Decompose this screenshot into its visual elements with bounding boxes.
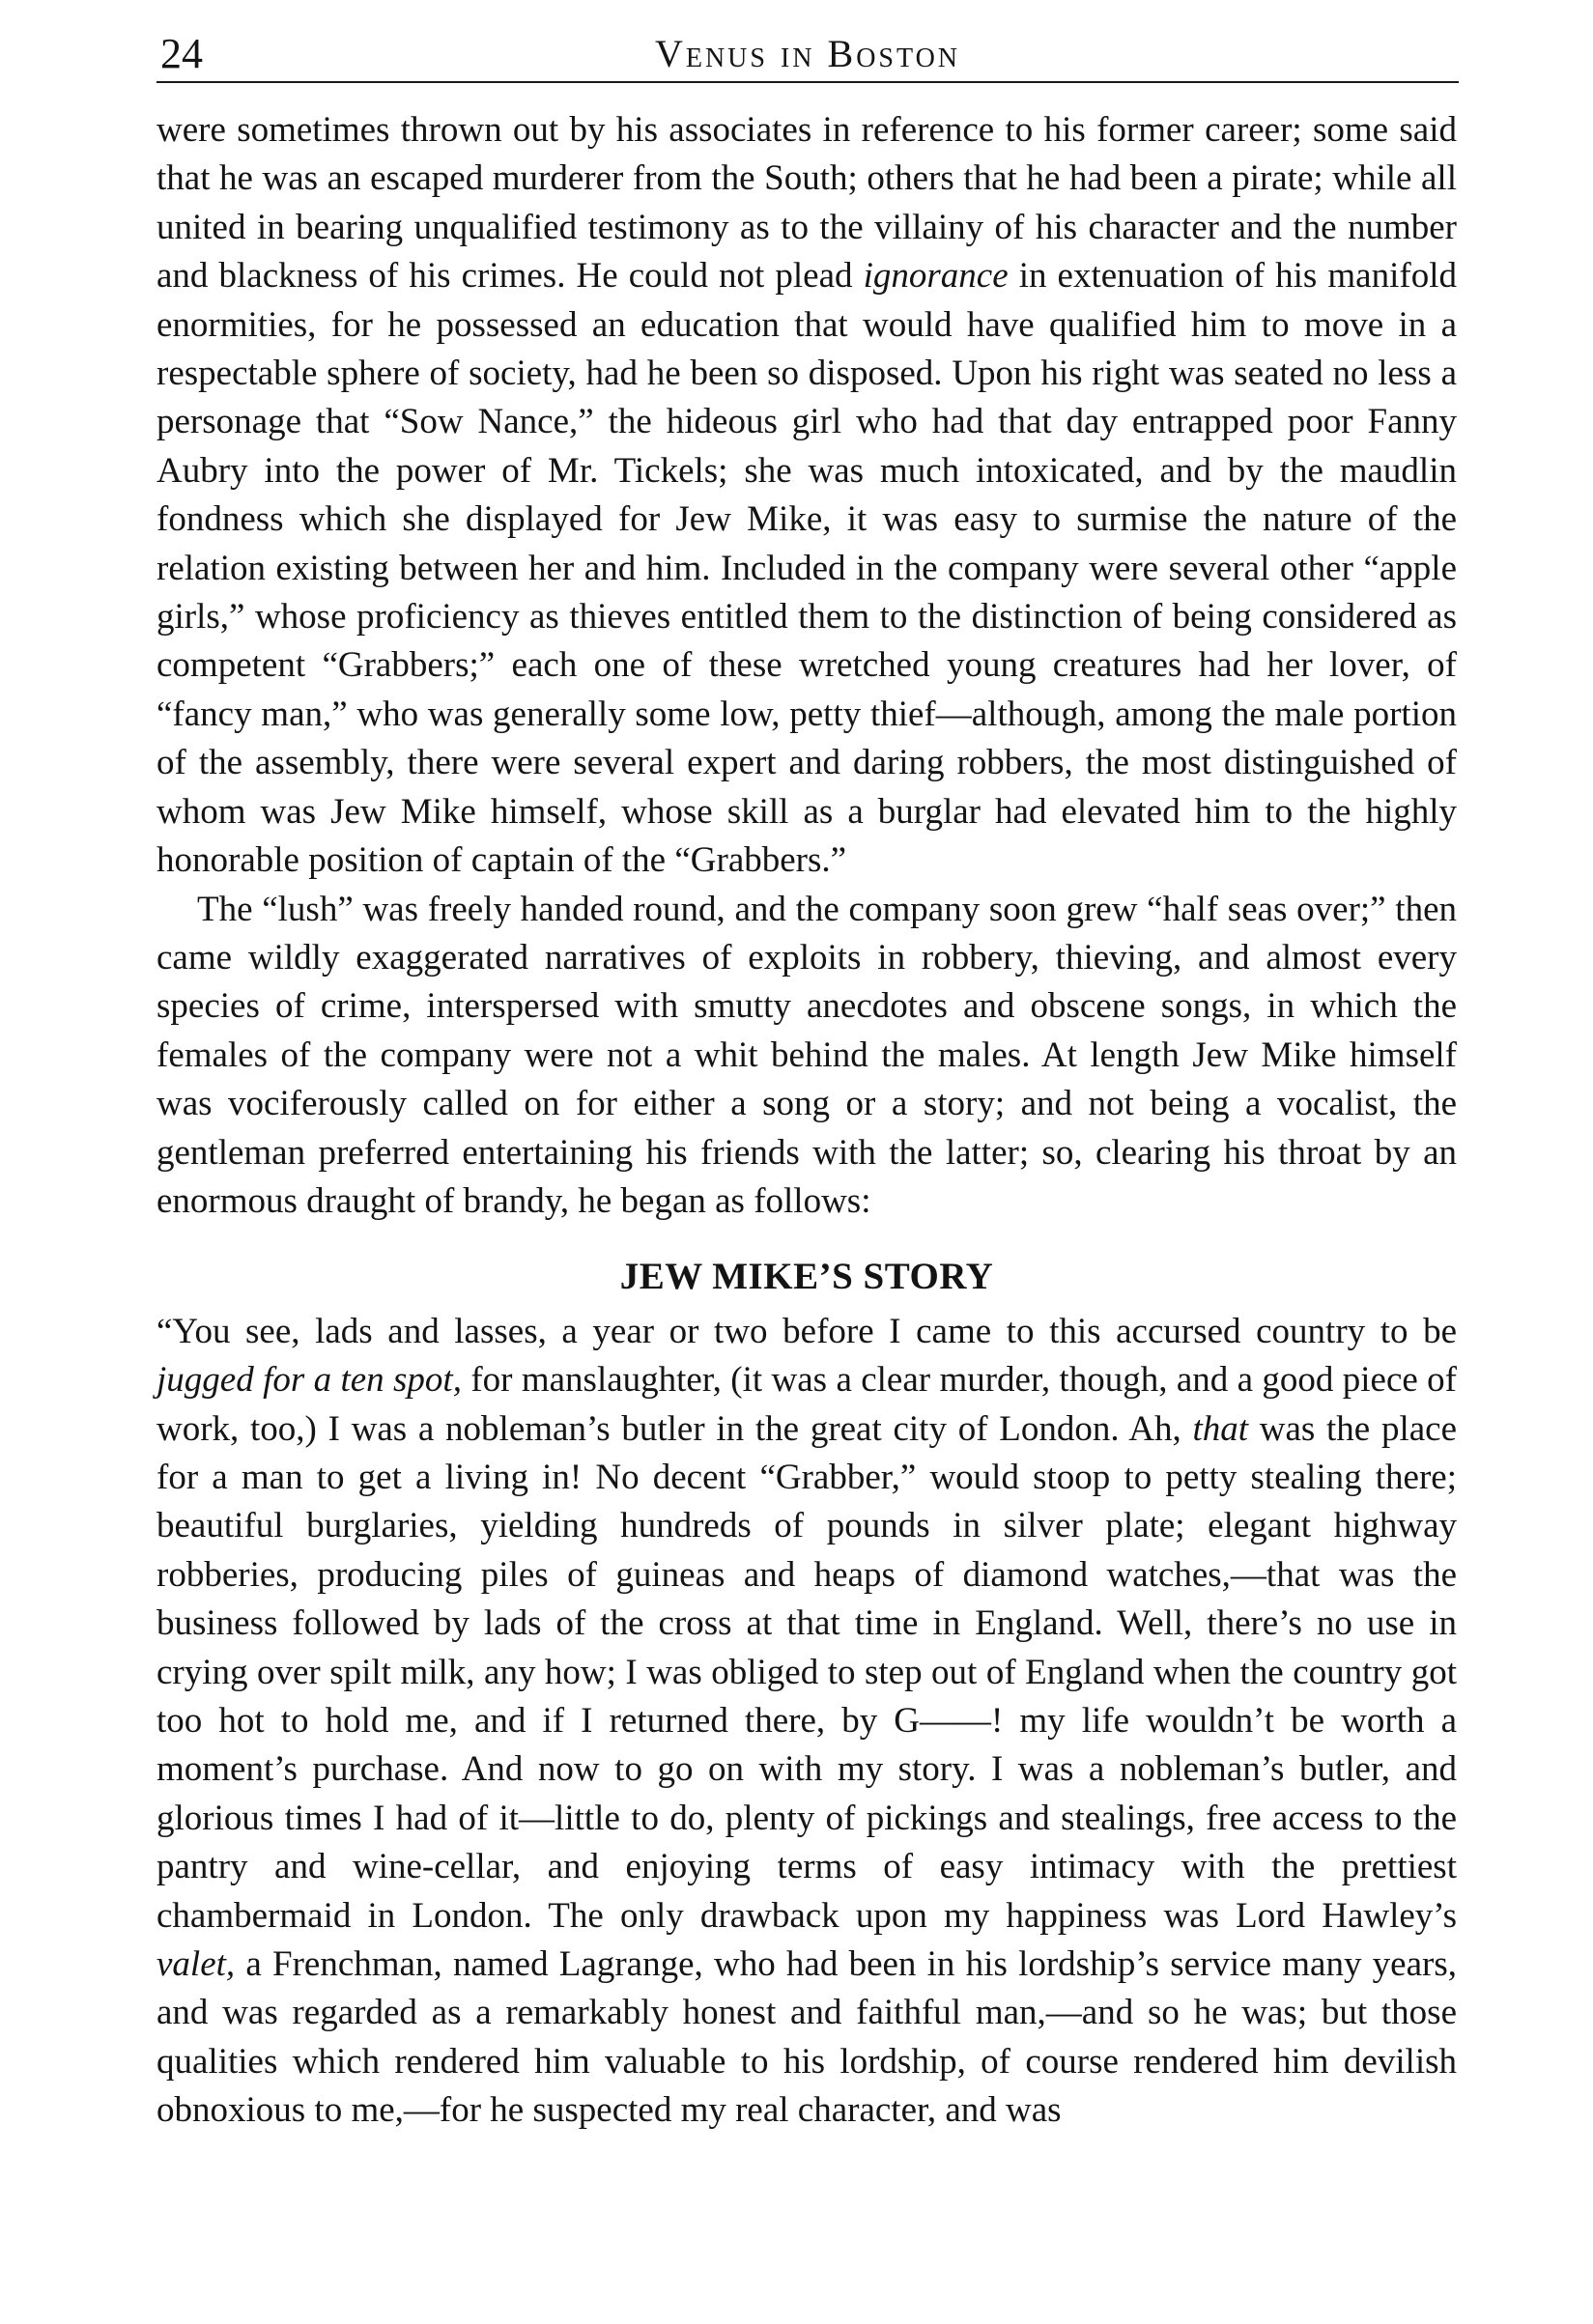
- paragraph-3: “You see, lads and lasses, a year or two before I came to this accursed country to be jugged for a ten spot, for manslaughter, (it was a clear murder, though, and a good piece of work, too,) I was a nobleman’s butler in the great city of London. Ah, that was the place for a man to get a living in! No decent “Grabber,” would stoop to petty stealing there; beautiful burglaries, yielding hundreds of pounds in silver plate; elegant highway robberies, producing piles of guineas and heaps of diamond watches,—that was the business followed by lads of the cross at that time in England. Well, there’s no use in crying over spilt milk, any how; I was obliged to step out of England when the country got too hot to hold me, and if I returned there, by G——! my life wouldn’t be worth a moment’s purchase. And now to go on with my story. I was a nobleman’s butler, and glorious times I had of it—little to do, plenty of pickings and stealings, free access to the pantry and wine-cellar, and enjoying terms of easy intimacy with the prettiest chambermaid in London. The only drawback upon my happiness was Lord Hawley’s valet, a Frenchman, named Lagrange, who had been in his lordship’s service many years, and was regarded as a remarkably honest and faithful man,—and so he was; but those qualities which rendered him valuable to his lordship, of course rendered him devilish obnoxious to me,—for he suspected my real character, and was: [156, 1311, 1457, 2131]
- body-text: [156, 106, 1457, 2136]
- running-header: [156, 27, 1459, 83]
- italic-emphasis: that: [1192, 1408, 1249, 1449]
- page-number: 24: [160, 30, 203, 77]
- italic-emphasis: jugged for a ten spot,: [156, 1360, 462, 1401]
- running-title: Venus in Boston: [654, 32, 961, 75]
- paragraph-1: were sometimes thrown out by his associates in reference to his former career; some said that he was an escaped murderer from the South; others that he had been a pirate; while all united in bearing unqualified testimony as to the villainy of his character and the number and blackness of his crimes. He could not plead ignorance in extenuation of his manifold enormities, for he possessed an education that would have qualified him to move in a respectable sphere of society, had he been so disposed. Upon his right was seated no less a personage that “Sow Nance,” the hideous girl who had that day entrapped poor Fanny Aubry into the power of Mr. Tickels; she was much intoxicated, and by the maudlin fondness which she displayed for Jew Mike, it was easy to surmise the nature of the relation existing between her and him. Included in the company were several other “apple girls,” whose proficiency as thieves entitled them to the distinction of being considered as competent “Grabbers;” each one of these wretched young creatures had her lover, of “fancy man,” who was generally some low, petty thief—although, among the male portion of the assembly, there were several expert and daring robbers, the most distinguished of whom was Jew Mike himself, whose skill as a burglar had elevated him to the highly honorable position of captain of the “Grabbers.”: [156, 110, 1457, 881]
- paragraph-2: The “lush” was freely handed round, and the company soon grew “half seas over;” then came wildly exaggerated narratives of exploits in robbery, thieving, and almost every species of crime, interspersed with smutty anecdotes and obscene songs, in which the females of the company were not a whit behind the males. At length Jew Mike himself was vociferously called on for either a song or a story; and not being a vocalist, the gentleman preferred entertaining his friends with the latter; so, clearing his throat by an enormous draught of brandy, he began as follows:: [156, 889, 1457, 1221]
- section-heading: JEW MIKE’S STORY: [619, 1256, 994, 1298]
- italic-emphasis: ignorance: [863, 256, 1009, 297]
- italic-emphasis: valet,: [156, 1944, 236, 1985]
